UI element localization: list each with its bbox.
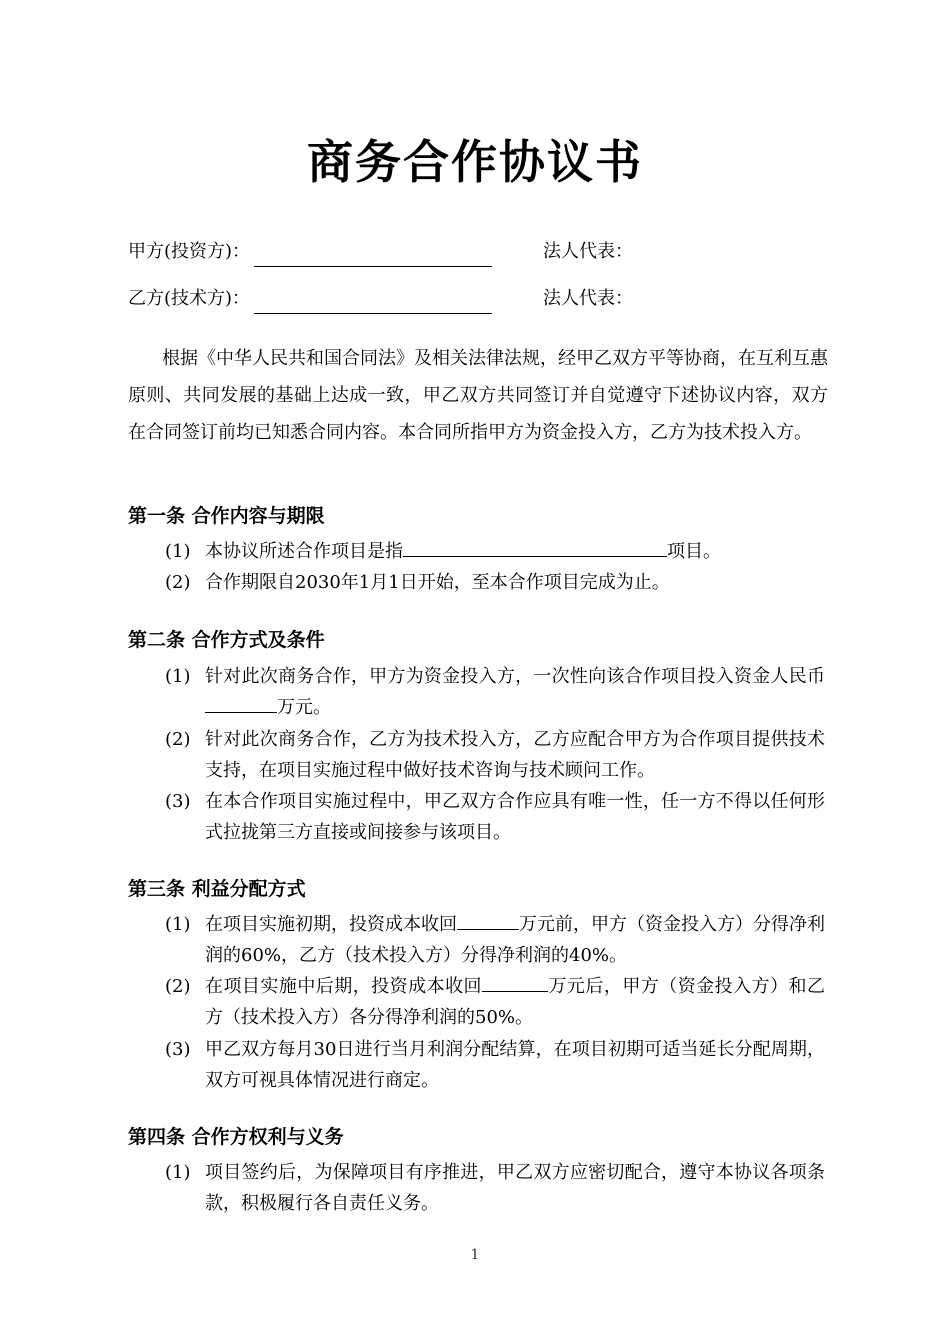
party-a-name-field[interactable] (254, 246, 492, 267)
item-text: 在本合作项目实施过程中，甲乙双方合作应具有唯一性，任一方不得以任何形式拉拢第三方直接或间接参与该项目。 (205, 791, 825, 843)
section-4-item-1 (165, 1157, 825, 1219)
item-text: 万元。 (277, 697, 331, 718)
party-a-rep-label: 法人代表： (543, 241, 633, 262)
section-2-heading: 第二条 合作方式及条件 (128, 629, 325, 651)
section-1-item-1 (165, 536, 825, 567)
item-number: (2) (165, 572, 191, 593)
item-text: 万元后，甲方（资金投入方）和乙方（技术投入方）各分得净利润的50%。 (205, 976, 825, 1028)
item-text: 针对此次商务合作，乙方为技术投入方，乙方应配合甲方为合作项目提供技术支持，在项目实施过程中做好技术咨询与技术顾问工作。 (205, 729, 825, 781)
cost-recovery-blank-1[interactable] (457, 909, 519, 930)
item-number: (1) (165, 541, 191, 562)
item-text: 在项目实施中后期，投资成本收回 (205, 976, 482, 997)
document-title: 商务合作协议书 (307, 135, 643, 189)
section-1-item-2 (165, 567, 825, 598)
cost-recovery-blank-2[interactable] (482, 971, 548, 992)
section-2-item-1 (165, 661, 825, 723)
party-b-label: 乙方(技术方)： (128, 288, 251, 309)
intro-paragraph (128, 340, 828, 451)
item-number: (2) (165, 729, 191, 750)
item-text: 项目签约后，为保障项目有序推进，甲乙双方应密切配合，遵守本协议各项条款，积极履行各自责任义务。 (205, 1162, 825, 1214)
item-number: (3) (165, 1039, 191, 1060)
item-text: 针对此次商务合作，甲方为资金投入方，一次性向该合作项目投入资金人民币 (205, 666, 825, 687)
item-number: (2) (165, 976, 191, 997)
item-text: 甲乙双方每月30日进行当月利润分配结算，在项目初期可适当延长分配周期，双方可视具体情况进行商定。 (205, 1039, 825, 1091)
party-a-row (128, 237, 633, 267)
item-text: 合作期限自2030年1月1日开始，至本合作项目完成为止。 (205, 572, 670, 593)
section-2-item-3 (165, 786, 825, 848)
investment-amount-blank[interactable] (205, 692, 277, 713)
item-number: (1) (165, 914, 191, 935)
intro-text: 根据《中华人民共和国合同法》及相关法律法规，经甲乙双方平等协商，在互利互惠原则、共同发展的基础上达成一致，甲乙双方共同签订并自觉遵守下述协议内容，双方在合同签订前均已知悉合同内容。本合同所指甲方为资金投入方，乙方为技术投入方。 (128, 348, 828, 443)
project-name-blank[interactable] (403, 536, 667, 557)
section-1-heading: 第一条 合作内容与期限 (128, 505, 325, 527)
item-number: (1) (165, 1162, 191, 1183)
page-number: 1 (470, 1247, 480, 1263)
item-text: 万元前，甲方（资金投入方）分得净利润的60%，乙方（技术投入方）分得净利润的40%。 (205, 914, 825, 966)
item-text: 在项目实施初期，投资成本收回 (205, 914, 457, 935)
section-3-heading: 第三条 利益分配方式 (128, 878, 306, 900)
section-3-item-1 (165, 909, 825, 971)
item-text: 项目。 (667, 541, 721, 562)
party-b-row (128, 284, 633, 314)
item-number: (3) (165, 791, 191, 812)
item-text: 本协议所述合作项目是指 (205, 541, 403, 562)
party-a-label: 甲方(投资方)： (128, 241, 251, 262)
section-4-heading: 第四条 合作方权利与义务 (128, 1126, 344, 1148)
section-2-item-2 (165, 724, 825, 786)
section-3-item-3 (165, 1034, 825, 1096)
item-number: (1) (165, 666, 191, 687)
party-b-rep-label: 法人代表： (543, 288, 633, 309)
party-b-name-field[interactable] (254, 293, 492, 314)
section-3-item-2 (165, 971, 825, 1033)
